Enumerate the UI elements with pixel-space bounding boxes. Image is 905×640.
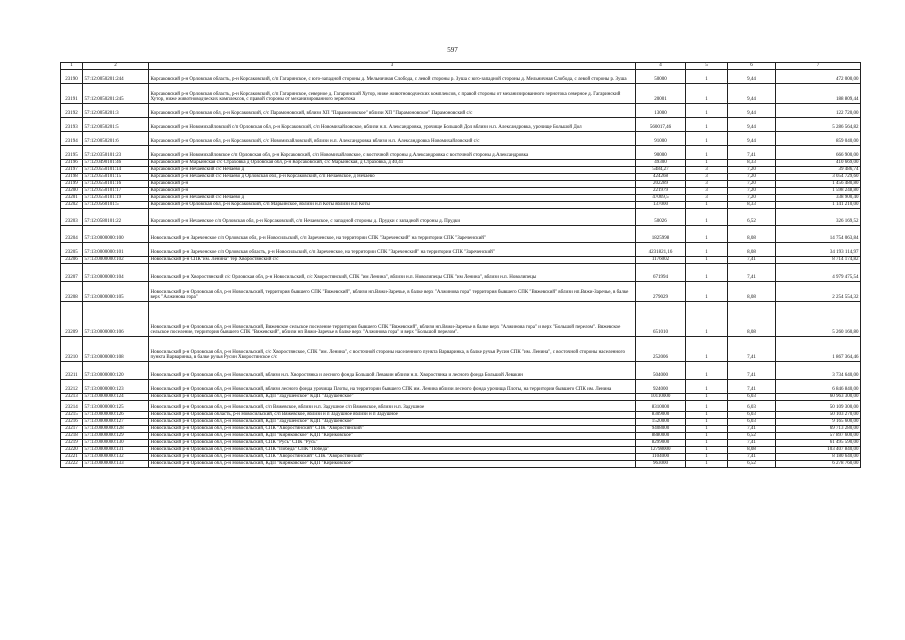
page-number: 597 xyxy=(447,46,458,54)
cadastral-number: 57:12:0550101:15 xyxy=(83,174,149,181)
column-header: 4 xyxy=(636,63,686,70)
location-description: Новосильский р-н Орловская обл, р-н Новосильский, СПК "Хворостянский" СПК "Хворостянский" xyxy=(149,454,636,461)
cadastral-value: 1 456 480,80 xyxy=(776,181,861,188)
location-description: Корсаковский р-н Марьинская с/с Страховка д Орловская обл, р-н Корсаковский, с/с Марьинская, д Страховка, д 40,41 xyxy=(149,160,636,167)
row-number: 23211 xyxy=(61,362,83,380)
rate-value: 8,08 xyxy=(728,447,776,454)
rate-value: 7,41 xyxy=(728,257,776,264)
table-row xyxy=(61,160,861,167)
cadastral-number: 57:13:0000000:124 xyxy=(83,394,149,401)
cadastral-value: 9 165 600,00 xyxy=(776,419,861,426)
cadastral-number: 57:13:0000000:130 xyxy=(83,440,149,447)
table-row xyxy=(61,195,861,202)
column-5-value: 1 xyxy=(686,257,728,264)
cadastral-value: 1 598 248,80 xyxy=(776,188,861,195)
cadastral-number: 57:13:0000000:108 xyxy=(83,337,149,362)
column-5-value: 3 xyxy=(686,181,728,188)
location-description: Корсаковский р-н xyxy=(149,188,636,195)
column-5-value: 1 xyxy=(686,209,728,226)
area-value: 424268 xyxy=(636,174,686,181)
rate-value: 8,08 xyxy=(728,302,776,337)
table-row xyxy=(61,174,861,181)
row-number: 23201 xyxy=(61,195,83,202)
column-5-value: 1 xyxy=(686,118,728,132)
row-number: 23193 xyxy=(61,118,83,132)
rate-value: 6,03 xyxy=(728,394,776,401)
cadastral-value: 338 900,40 xyxy=(776,195,861,202)
location-description: Корсаковский р-н Нечаевское с/п Орловская обл, р-н Корсаковский, с/п Нечаевское, с западной стороны д. Прудки с западной стороны д. Прудки xyxy=(149,209,636,226)
column-5-value: 3 xyxy=(686,167,728,174)
location-description: Новосильский р-н Орловская обл, р-н Новосильский, КДП "Задушенское" КДП "Задушенское" xyxy=(149,394,636,401)
rate-value: 8,08 xyxy=(728,243,776,257)
row-number: 23216 xyxy=(61,419,83,426)
row-number: 23221 xyxy=(61,454,83,461)
area-value: 252006 xyxy=(636,337,686,362)
table-row xyxy=(61,226,861,243)
rate-value: 6,03 xyxy=(728,412,776,419)
area-value: 202289 xyxy=(636,181,686,188)
row-number: 23210 xyxy=(61,337,83,362)
location-description: Корсаковский р-н xyxy=(149,181,636,188)
area-value: 49300 xyxy=(636,160,686,167)
cadastral-number: 57:12:0350101:23 xyxy=(83,146,149,160)
table-row xyxy=(61,412,861,419)
row-number: 23206 xyxy=(61,257,83,264)
cadastral-number: 57:12:0550101:16 xyxy=(83,181,149,188)
table-row xyxy=(61,146,861,160)
area-value: 90000 xyxy=(636,146,686,160)
table-row xyxy=(61,362,861,380)
rate-value: 7,41 xyxy=(728,440,776,447)
cadastral-value: 34 193 114,97 xyxy=(776,243,861,257)
location-description: Новосильский р-н Орловская обл, р-н Новосильский, СПК "Хворостянский" СПК "Хворостянский" xyxy=(149,426,636,433)
cadastral-value: 2 254 554,32 xyxy=(776,282,861,302)
table-row xyxy=(61,188,861,195)
location-description: Новосильский р-н Хворостянский с/с Орловская обл, р-н Новосильский, с/с Хворостянский, СПК "им Ленина", вблизи н.п. Новолипецы СПК "им Ленина", вблизи н.п. Новолипецы xyxy=(149,264,636,282)
row-number: 23205 xyxy=(61,243,83,257)
cadastral-value: 50 109 300,00 xyxy=(776,401,861,412)
cadastral-value: 57 897 600,00 xyxy=(776,433,861,440)
area-value: 1176002 xyxy=(636,257,686,264)
cadastral-number: 57:13:0000000:126 xyxy=(83,412,149,419)
row-number: 23194 xyxy=(61,132,83,146)
cadastral-number: 57:13:0000000:106 xyxy=(83,302,149,337)
column-5-value: 1 xyxy=(686,202,728,209)
column-5-value: 1 xyxy=(686,412,728,419)
row-number: 23199 xyxy=(61,181,83,188)
location-description: Новосильский р-н Орловская обл, р-н Новосильский, с/п Вяжевское, вблизи н.п. Задушное с/п Вяжевское, вблизи н.п. Задушное xyxy=(149,401,636,412)
column-header: 6 xyxy=(728,63,776,70)
location-description: Новосильский р-н Орловская обл, р-н Новосильский, КДП "Кирнковское" КДП "Кирнковское" xyxy=(149,433,636,440)
column-5-value: 1 xyxy=(686,419,728,426)
row-number: 23192 xyxy=(61,104,83,118)
cadastral-number: 57:13:0000000:102 xyxy=(83,257,149,264)
location-description: Новосильский р-н Орловская обл, р-н Новосильский, СПК "Победа" СПК "Победа" xyxy=(149,447,636,454)
cadastral-number: 57:13:0000000:133 xyxy=(83,461,149,468)
cadastral-value: 50 103 270,00 xyxy=(776,412,861,419)
cadastral-number: 57:13:0000000:131 xyxy=(83,447,149,454)
area-value: 4231821,16 xyxy=(636,243,686,257)
area-value: 8880000 xyxy=(636,433,686,440)
cadastral-value: 39 486,74 xyxy=(776,167,861,174)
row-number: 23213 xyxy=(61,394,83,401)
column-5-value: 1 xyxy=(686,302,728,337)
area-value: 279029 xyxy=(636,282,686,302)
row-number: 23215 xyxy=(61,412,83,419)
location-description: Корсаковский р-н Нечаевский с/с Нечаево д xyxy=(149,195,636,202)
location-description: Новосильский р-н Орловская обл, р-н Новосильский, территория бывшего СПК "Вяжевский", вблизи нп.Вяжи-Заречье, в балке верх "Алжинова гора" территория бывшего СПК "Вяжевский" вблизи нп.Вяжи-Заречье, в балке верх "Алжинова гора" xyxy=(149,282,636,302)
rate-value: 7,20 xyxy=(728,174,776,181)
area-value: 671994 xyxy=(636,264,686,282)
table-row xyxy=(61,209,861,226)
cadastral-number: 57:13:0000000:125 xyxy=(83,401,149,412)
location-description: Новосильский р-н Орловская обл, р-н Новосильский, КДП "Задушенское" КДП "Задушенское" xyxy=(149,419,636,426)
rate-value: 7,41 xyxy=(728,146,776,160)
column-5-value: 1 xyxy=(686,132,728,146)
location-description: Новосильский р-н Зареченское с/п Орловская область, р-н Новосильский, с/п Зареченское, на территории СПК "Зареченский" на территории СПК "Зареченский" xyxy=(149,243,636,257)
cadastral-number: 57:13:0000000:132 xyxy=(83,454,149,461)
column-header: 7 xyxy=(776,63,861,70)
row-number: 23190 xyxy=(61,70,83,84)
area-value: 8299000 xyxy=(636,440,686,447)
table-row xyxy=(61,433,861,440)
cadastral-number: 57:12:0560101:5 xyxy=(83,202,149,209)
table-row xyxy=(61,302,861,337)
location-description: Корсаковский р-н Орловская обл, р-н Корсаковский, с/с Новомихайловский, вблизи н.п. Александровка вблизи н.п. Александровка Новомихайловский с/с xyxy=(149,132,636,146)
row-number: 23218 xyxy=(61,433,83,440)
row-number: 23197 xyxy=(61,167,83,174)
area-value: 50000 xyxy=(636,70,686,84)
column-5-value: 1 xyxy=(686,401,728,412)
area-value: 47069,5 xyxy=(636,195,686,202)
column-header: 3 xyxy=(149,63,636,70)
column-5-value: 1 xyxy=(686,426,728,433)
column-5-value: 1 xyxy=(686,70,728,84)
cadastral-value: 14 754 063,84 xyxy=(776,226,861,243)
rate-value: 8,08 xyxy=(728,226,776,243)
row-number: 23200 xyxy=(61,188,83,195)
table-row xyxy=(61,104,861,118)
cadastral-value: 5 260 160,80 xyxy=(776,302,861,337)
rate-value: 9,44 xyxy=(728,84,776,104)
cadastral-value: 326 169,52 xyxy=(776,209,861,226)
rate-value: 6,52 xyxy=(728,209,776,226)
cadastral-number: 57:12:0050201:3 xyxy=(83,104,149,118)
cadastral-number: 57:12:0550101:14 xyxy=(83,167,149,174)
cadastral-value: 5 286 564,82 xyxy=(776,118,861,132)
location-description: Корсаковский р-н Нечаевский с/с Нечаево д Орловская обл, р-н Корсаковский, с/п Нечаевское, д Нечаево xyxy=(149,174,636,181)
table-row xyxy=(61,132,861,146)
column-5-value: 1 xyxy=(686,104,728,118)
column-5-value: 1 xyxy=(686,362,728,380)
location-description: Новосильский р-н Орловская обл, р-н Новосильский, с/с Хворостянское, СПК "им. Ленина", с восточной стороны населенного пункта Варваринка, в балке ручья Русин СПК "им. Ленина", с восточной стороны населенного пункта Варваринка, в балке ручья Русин Хворостянское с/с xyxy=(149,337,636,362)
row-number: 23220 xyxy=(61,447,83,454)
column-5-value: 1 xyxy=(686,146,728,160)
rate-value: 6,03 xyxy=(728,401,776,412)
cadastral-number: 57:13:0000000:123 xyxy=(83,380,149,394)
table-row xyxy=(61,426,861,433)
area-value: 10110000 xyxy=(636,394,686,401)
rate-value: 7,41 xyxy=(728,454,776,461)
table-row xyxy=(61,461,861,468)
location-description: Корсаковский р-н Орловская обл, р-н Корсаковский, с/с Парамоновский, вблизи ХП "Парамоновское" вблизи ХП "Парамоновское" Парамоновский с/с xyxy=(149,104,636,118)
cadastral-value: 6 278 760,00 xyxy=(776,461,861,468)
row-number: 23208 xyxy=(61,282,83,302)
column-5-value: 1 xyxy=(686,447,728,454)
rate-value: 6,52 xyxy=(728,433,776,440)
column-5-value: 1 xyxy=(686,433,728,440)
cadastral-value: 3 734 640,00 xyxy=(776,362,861,380)
rate-value: 9,44 xyxy=(728,70,776,84)
table-row xyxy=(61,264,861,282)
table-row xyxy=(61,70,861,84)
table-row xyxy=(61,394,861,401)
area-value: 20001 xyxy=(636,84,686,104)
area-value: 963000 xyxy=(636,461,686,468)
table-row xyxy=(61,337,861,362)
rate-value: 7,41 xyxy=(728,380,776,394)
location-description: Новосильский р-н Орловская обл, р-н Новосильский, Вяжевское сельское поселение территория бывшего СПК "Вяжевский", вблизи нп.Вяжи-Заречье в балке верх "Алжинова гора" и верх "Большой перелом". Вяжевское сельское поселение, территория бывшего СПК "Вяжевский", вблизи нп Вяжи-Заречье в балке верх "Алжинова гора" и верх "Большой перелом". xyxy=(149,302,636,337)
rate-value: 9,44 xyxy=(728,118,776,132)
rate-value: 6,03 xyxy=(728,419,776,426)
area-value: 1104000 xyxy=(636,454,686,461)
column-header: 1 xyxy=(61,63,83,70)
column-5-value: 3 xyxy=(686,188,728,195)
rate-value: 9,44 xyxy=(728,132,776,146)
table-row xyxy=(61,257,861,264)
rate-value: 7,20 xyxy=(728,181,776,188)
area-value: 8309000 xyxy=(636,412,686,419)
location-description: Корсаковский р-н Новомихайловское с/п Орловская обл, р-н Корсаковский, с/п Новомихайловское, с восточной стороны д.Александровка с восточной стороны д.Александровка xyxy=(149,146,636,160)
cadastral-number: 57:12:0580101:22 xyxy=(83,209,149,226)
area-value: 504000 xyxy=(636,362,686,380)
row-number: 23204 xyxy=(61,226,83,243)
column-5-value: 3 xyxy=(686,174,728,181)
cadastral-value: 8 714 174,82 xyxy=(776,257,861,264)
row-number: 23191 xyxy=(61,84,83,104)
location-description: Корсаковский р-н Нечаевский с/с Нечаево д xyxy=(149,167,636,174)
table-row xyxy=(61,401,861,412)
cadastral-number: 57:12:0550101:19 xyxy=(83,195,149,202)
location-description: Новосильский р-н Орловская обл, р-н Новосильский, вблизи лесного фонда урочища Плоты, на территории бывшего СПК им. Ленина вблизи лесного фонда урочища Плоты, на территории бывшего СПК им. Ленина xyxy=(149,380,636,394)
row-number: 23209 xyxy=(61,302,83,337)
location-description: Новосильский р-н Орловская обл, р-н Новосильский, вблизи н.п. Хворостянка и лесного фонда Большой Левакин вблизи н.п. Хворостянка и лесного фонда Большой Левакин xyxy=(149,362,636,380)
cadastral-value: 61 495 590,00 xyxy=(776,440,861,447)
area-value: 651010 xyxy=(636,302,686,337)
area-value: 1825998 xyxy=(636,226,686,243)
table-row xyxy=(61,419,861,426)
area-value: 221979 xyxy=(636,188,686,195)
cadastral-value: 8 180 640,00 xyxy=(776,454,861,461)
cadastral-value: 6 846 840,00 xyxy=(776,380,861,394)
rate-value: 7,20 xyxy=(728,188,776,195)
row-number: 23202 xyxy=(61,202,83,209)
cadastral-value: 666 900,00 xyxy=(776,146,861,160)
area-value: 12798000 xyxy=(636,447,686,454)
cadastral-value: 60 963 300,00 xyxy=(776,394,861,401)
table-row xyxy=(61,454,861,461)
row-number: 23195 xyxy=(61,146,83,160)
rate-value: 9,44 xyxy=(728,104,776,118)
area-value: 13000 xyxy=(636,104,686,118)
area-value: 560017,46 xyxy=(636,118,686,132)
cadastral-value: 103 407 840,00 xyxy=(776,447,861,454)
column-header: 2 xyxy=(83,63,149,70)
cadastral-number: 57:12:0550101:17 xyxy=(83,188,149,195)
rate-value: 8,33 xyxy=(728,160,776,167)
table-row xyxy=(61,243,861,257)
row-number: 23219 xyxy=(61,440,83,447)
column-5-value: 1 xyxy=(686,160,728,167)
row-number: 23217 xyxy=(61,426,83,433)
column-5-value: 1 xyxy=(686,84,728,104)
location-description: Корсаковский р-н Орловская область, р-н Корсаковский, с/п Гагаринское, с юго-западной стороны д. Мельничная Слобода, с левой стороны р. Зуша с юго-западной стороны д. Мельничная Слобода, с левой стороны р. Зуша xyxy=(149,70,636,84)
cadastral-number: 57:13:0000000:104 xyxy=(83,264,149,282)
cadastral-number: 57:12:0490101:46 xyxy=(83,160,149,167)
location-description: Корсаковский р-н Новомихайловский с/п Орловская обл, р-н Корсаковский, с/п Новомихайловское, вблизи н.п. Александровка, урочище Большой Дол вблизи н.п. Александровка, урочище Большой Дол xyxy=(149,118,636,132)
header-row xyxy=(61,63,861,70)
cadastral-number: 57:12:0050201:5 xyxy=(83,118,149,132)
rate-value: 7,41 xyxy=(728,264,776,282)
column-5-value: 1 xyxy=(686,380,728,394)
cadastral-value: 3 054 729,60 xyxy=(776,174,861,181)
column-5-value: 3 xyxy=(686,195,728,202)
column-5-value: 1 xyxy=(686,337,728,362)
location-description: Корсаковский р-н Орловская область, р-н Корсаковский, с/п Гагаринское, северное д. Гагаринский Хутор, ниже животноводческих комплексов, с правой стороны от механизированного зернотока северное д. Гагаринский Хутор, ниже животноводческих комплексов, с правой стороны от механизированного зернотока xyxy=(149,84,636,104)
table-row xyxy=(61,440,861,447)
location-description: Новосильский р-н Зареченское с/п Орловская обл, р-н Новосильский, с/п Зареченское, на территории СПК "Зареченский" на территории СПК "Зареченский" xyxy=(149,226,636,243)
column-5-value: 1 xyxy=(686,226,728,243)
row-number: 23212 xyxy=(61,380,83,394)
table-row xyxy=(61,118,861,132)
cadastral-number: 57:13:0000000:128 xyxy=(83,426,149,433)
cadastral-value: 1 867 364,46 xyxy=(776,337,861,362)
column-5-value: 1 xyxy=(686,394,728,401)
register-table xyxy=(60,62,861,468)
table-row xyxy=(61,380,861,394)
cadastral-value: 69 713 280,00 xyxy=(776,426,861,433)
rate-value: 6,52 xyxy=(728,461,776,468)
rate-value: 8,33 xyxy=(728,202,776,209)
rate-value: 7,41 xyxy=(728,362,776,380)
cadastral-number: 57:13:0000000:100 xyxy=(83,226,149,243)
row-number: 23222 xyxy=(61,461,83,468)
area-value: 924000 xyxy=(636,380,686,394)
column-header: 5 xyxy=(686,63,728,70)
cadastral-number: 57:13:0000000:101 xyxy=(83,243,149,257)
column-5-value: 1 xyxy=(686,440,728,447)
rate-value: 7,41 xyxy=(728,337,776,362)
cadastral-value: 1 141 210,00 xyxy=(776,202,861,209)
cadastral-value: 859 040,00 xyxy=(776,132,861,146)
cadastral-number: 57:13:0000000:120 xyxy=(83,362,149,380)
location-description: Новосильский р-н Орловская область, р-н Новосильский, с/п Вяжевское, вблизи н п Задушное вблизи н п Задушное xyxy=(149,412,636,419)
cadastral-number: 57:13:0000000:127 xyxy=(83,419,149,426)
cadastral-value: 188 809,44 xyxy=(776,84,861,104)
row-number: 23214 xyxy=(61,401,83,412)
cadastral-value: 4 979 475,54 xyxy=(776,264,861,282)
cadastral-number: 57:12:0050201:245 xyxy=(83,84,149,104)
location-description: Новосильский р-н Орловская обл, р-н Новосильский, СПК "Русь" СПК "Русь" xyxy=(149,440,636,447)
table-row xyxy=(61,181,861,188)
row-number: 23203 xyxy=(61,209,83,226)
column-5-value: 1 xyxy=(686,282,728,302)
area-value: 91000 xyxy=(636,132,686,146)
area-value: 137000 xyxy=(636,202,686,209)
area-value: 1520000 xyxy=(636,419,686,426)
cadastral-value: 410 669,00 xyxy=(776,160,861,167)
location-description: Корсаковский р-н Орловская обл, р-н Корсаковский, с/п Марьинское, вблизи н.п Коты вблизи н.п Коты xyxy=(149,202,636,209)
column-5-value: 1 xyxy=(686,461,728,468)
location-description: Новосильский р-н СПК"им. Ленина" тер Хворостянский с/с xyxy=(149,257,636,264)
row-number: 23207 xyxy=(61,264,83,282)
rate-value: 8,08 xyxy=(728,282,776,302)
rate-value: 7,41 xyxy=(728,426,776,433)
cadastral-number: 57:12:0050201:244 xyxy=(83,70,149,84)
area-value: 8310000 xyxy=(636,401,686,412)
column-5-value: 1 xyxy=(686,243,728,257)
location-description: Новосильский р-н Орловская обл, р-н Новосильский, КДП "Кирнковское" КДП "Кирнковское" xyxy=(149,461,636,468)
column-5-value: 1 xyxy=(686,454,728,461)
cadastral-number: 57:13:0000000:129 xyxy=(83,433,149,440)
cadastral-number: 57:13:0000000:105 xyxy=(83,282,149,302)
table-row xyxy=(61,202,861,209)
table-row xyxy=(61,84,861,104)
area-value: 50026 xyxy=(636,209,686,226)
area-value: 9408000 xyxy=(636,426,686,433)
area-value: 5484,27 xyxy=(636,167,686,174)
cadastral-number: 57:12:0050201:6 xyxy=(83,132,149,146)
row-number: 23198 xyxy=(61,174,83,181)
table-row xyxy=(61,447,861,454)
cadastral-value: 472 000,00 xyxy=(776,70,861,84)
rate-value: 7,20 xyxy=(728,195,776,202)
rate-value: 7,20 xyxy=(728,167,776,174)
table-row xyxy=(61,282,861,302)
table-row xyxy=(61,167,861,174)
cadastral-value: 122 720,00 xyxy=(776,104,861,118)
column-5-value: 1 xyxy=(686,264,728,282)
row-number: 23196 xyxy=(61,160,83,167)
